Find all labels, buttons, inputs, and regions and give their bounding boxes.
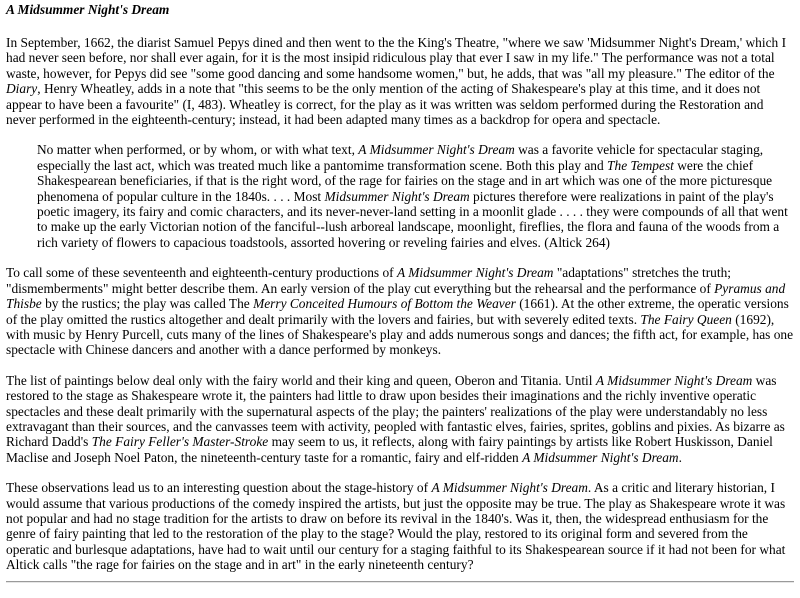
text-run: , Henry Wheatley, adds in a note that "this seems to be the only mention of the acting of Shakespeare's play at this time, and it does not appear to have been a favourite" (I, 483). Wheatley is correct, for the play as it was written was seldom performed during the Restoration and never performed in the eighteenth-century; instead, it had been adapted many times as a backdrop for opera and spectacle. — [6, 81, 764, 128]
text-run: was a favorite vehicle for spectacular staging, especially the last act, which was treated much like a pantomime transformation scene. Both this play and — [37, 142, 764, 173]
adaptations-paragraph — [6, 265, 794, 357]
intro-paragraph — [6, 35, 794, 127]
text-run: In September, 1662, the diarist Samuel Pepys dined and then went to the the King's Theatre, "where we saw 'Midsummer Night's Dream,' which I had never seen before, nor shall ever again, for it is the most insipid ridiculous play that ever I saw in my life." The performance was not a total waste, however, for Pepys did see "some good dancing and some handsome women," but, he adds, that was "all my pleasure." The editor of the — [6, 35, 787, 81]
text-run: To call some of these seventeenth and eighteenth-century productions of — [6, 265, 397, 281]
italic-title-diary: Diary — [6, 81, 38, 97]
italic-title: A Midsummer Night's Dream — [431, 480, 588, 496]
italic-title: A Midsummer Night's Dream — [396, 265, 554, 281]
text-run: pictures therefore were realizations in paint of the play's poetic imagery, its fairy and comic characters, and its never-never-land setting in a moonlit glade . . . . they were compounds of all that went to make up the early Victorian notion of the fanciful--lush arboreal landscape, moonlight, fireflies, the flora and fauna of the woods from a rich variety of flowers to capacious toadstools, assorted hovering or reveling fairies and elves. (Altick 264) — [37, 188, 788, 250]
text-run: by the rustics; the play was called The — [41, 296, 254, 312]
italic-title: A Midsummer Night's Dream — [522, 449, 679, 465]
text-run: . — [678, 449, 682, 465]
italic-title: Pyramus and Thisbe — [6, 280, 786, 312]
italic-title: Merry Conceited Humours of Bottom the Weaver — [253, 296, 516, 312]
italic-title: The Fairy Feller's Master-Stroke — [91, 434, 269, 450]
horizontal-rule — [6, 581, 794, 583]
text-run: (1661). At the other extreme, the operatic versions of the play omitted the rustics altogether and dealt primarily with the lovers and fairies, but with severely edited texts. — [6, 296, 789, 327]
text-run: "adaptations" stretches the truth; "dismemberments" might better describe them. An early version of the play cut everything but the rehearsal and the performance of — [6, 265, 731, 296]
text-run: was restored to the stage as Shakespeare wrote it, the painters had little to draw upon besides their imaginations and the richly inventive operatic spectacles and these dealt primarily with the supernatural aspects of the play; the painters' realizations of the play were understandably no less extravagant than their sources, and the canvasses teem with activity, peopled with fantastic elves, fairies, sprites, goblins and pixies. As bizarre as Richard Dadd's — [6, 372, 785, 450]
text-run: . As a critic and literary historian, I would assume that various productions of the comedy inspired the artists, but just the opposite may be true. The play as Shakespeare wrote it was not popular and had no stage tradition for the artists to draw on before its revival in the 1840's. Was it, then, the widespread enthusiasm for the genre of fairy painting that led to the restoration of the play to the stage? Would the play, restored to its original form and severed from the operatic and burlesque adaptations, have had to wait until our century for a staging faithful to its Shakespearean source if it had not been for what Altick calls "the rage for fairies on the stage and in art" in the early nineteenth century? — [6, 480, 786, 573]
italic-title: The Fairy Queen — [640, 311, 732, 327]
text-run: No matter when performed, or by whom, or with what text, — [37, 142, 359, 158]
text-run: These observations lead us to an interesting question about the stage-history of — [6, 480, 432, 496]
italic-title: A Midsummer Night's Dream — [358, 142, 515, 158]
page-title: A Midsummer Night's Dream — [6, 2, 170, 17]
text-run: The list of paintings below deal only with the fairy world and their king and queen, Oberon and Titania. Until — [6, 372, 596, 388]
text-run: may seem to us, it reflects, along with fairy paintings by artists like Robert Huskisson, Daniel Maclise and Joseph Noel Paton, the nineteenth-century taste for a romantic, fairy and elf-ridden — [6, 434, 773, 465]
italic-title: Midsummer Night's Dream — [324, 188, 470, 204]
altick-quote — [37, 142, 794, 250]
question-paragraph — [6, 480, 794, 572]
italic-title: The Tempest — [607, 157, 674, 173]
italic-title: A Midsummer Night's Dream — [595, 372, 753, 388]
text-run: were the chief Shakespearean beneficiaries, if that is the right word, of the rage for fairies on the stage and in art which was one of the more picturesque phenomena of popular culture in the 1840s. . . . Most — [37, 157, 773, 204]
text-run: (1692), with music by Henry Purcell, cuts many of the lines of Shakespeare's play and adds numerous songs and dances; the fifth act, for example, has one spectacle with Chinese dancers and another with a dance performed by monkeys. — [6, 311, 794, 358]
paintings-paragraph — [6, 373, 794, 465]
